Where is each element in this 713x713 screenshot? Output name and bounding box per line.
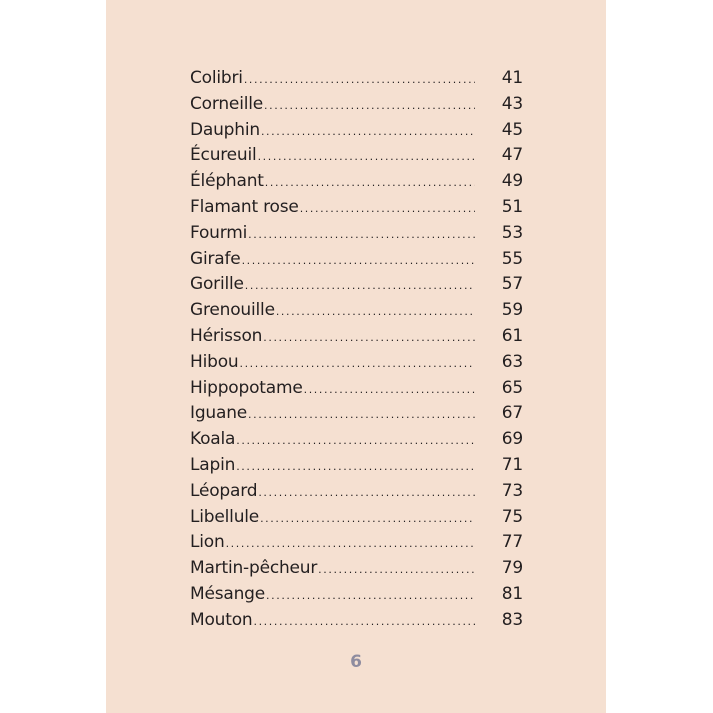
dot-leader: [304, 383, 475, 396]
toc-entry-page-number: 73: [501, 480, 523, 501]
dot-leader: [239, 357, 475, 370]
toc-entry-page-number: 79: [501, 558, 523, 579]
toc-entry-page-number: 53: [501, 222, 523, 243]
dot-leader: [266, 589, 475, 602]
toc-entry: [190, 455, 523, 481]
toc-entry-title: Girafe: [190, 248, 241, 269]
dot-leader: [248, 408, 475, 421]
toc-entry-page-number: 49: [501, 171, 523, 192]
toc-entry: [190, 326, 523, 352]
toc-entry-page-number: 69: [501, 429, 523, 450]
toc-entry-title: Écureuil: [190, 145, 257, 166]
toc-entry: [190, 532, 523, 558]
toc-entry-page-number: 75: [501, 506, 523, 527]
dot-leader: [258, 486, 475, 499]
toc-entry-page-number: 45: [501, 119, 523, 140]
toc-entry-title: Corneille: [190, 93, 264, 114]
toc-entry: [190, 403, 523, 429]
toc-entry: [190, 584, 523, 610]
toc-entry: [190, 249, 523, 275]
toc-entry-page-number: 57: [501, 274, 523, 295]
toc-entry-title: Mésange: [190, 583, 266, 604]
toc-entry: [190, 94, 523, 120]
dot-leader: [258, 150, 475, 163]
table-of-contents: [190, 68, 523, 636]
toc-entry: [190, 145, 523, 171]
toc-entry-page-number: 63: [501, 351, 523, 372]
toc-entry-title: Iguane: [190, 403, 248, 424]
toc-entry-page-number: 65: [501, 377, 523, 398]
toc-entry-title: Libellule: [190, 506, 260, 527]
toc-entry-page-number: 77: [501, 532, 523, 553]
toc-entry: [190, 171, 523, 197]
toc-entry-title: Dauphin: [190, 119, 260, 140]
dot-leader: [265, 176, 475, 189]
toc-entry-page-number: 43: [501, 93, 523, 114]
toc-entry: [190, 558, 523, 584]
toc-entry-title: Mouton: [190, 609, 253, 630]
toc-entry-title: Léopard: [190, 480, 258, 501]
dot-leader: [318, 563, 475, 576]
toc-entry: [190, 352, 523, 378]
dot-leader: [264, 99, 475, 112]
toc-entry-title: Grenouille: [190, 300, 275, 321]
toc-entry-page-number: 81: [501, 583, 523, 604]
toc-entry-title: Hibou: [190, 351, 239, 372]
dot-leader: [260, 512, 475, 525]
toc-entry-page-number: 47: [501, 145, 523, 166]
toc-entry-page-number: 83: [501, 609, 523, 630]
toc-entry: [190, 610, 523, 636]
toc-entry: [190, 274, 523, 300]
toc-entry-page-number: 59: [501, 300, 523, 321]
book-page: [106, 0, 606, 713]
dot-leader: [248, 228, 475, 241]
dot-leader: [226, 537, 475, 550]
toc-entry: [190, 120, 523, 146]
toc-entry-title: Hippopotame: [190, 377, 303, 398]
toc-entry-page-number: 61: [501, 325, 523, 346]
dot-leader: [263, 331, 475, 344]
toc-entry-title: Fourmi: [190, 222, 248, 243]
toc-entry-page-number: 55: [501, 248, 523, 269]
toc-entry-title: Hérisson: [190, 325, 263, 346]
toc-entry: [190, 481, 523, 507]
page-number: 6: [350, 652, 362, 672]
toc-entry-page-number: 41: [501, 68, 523, 88]
toc-entry-page-number: 71: [501, 454, 523, 475]
dot-leader: [276, 305, 475, 318]
toc-entry-title: Éléphant: [190, 171, 264, 192]
toc-entry-title: Colibri: [190, 68, 243, 88]
toc-entry-title: Flamant rose: [190, 196, 299, 217]
toc-entry-title: Gorille: [190, 274, 244, 295]
dot-leader: [236, 434, 475, 447]
toc-entry-page-number: 67: [501, 403, 523, 424]
toc-entry: [190, 68, 523, 94]
dot-leader: [261, 125, 475, 138]
dot-leader: [253, 615, 475, 628]
dot-leader: [244, 73, 475, 86]
toc-entry: [190, 223, 523, 249]
toc-entry: [190, 197, 523, 223]
toc-entry-title: Lapin: [190, 454, 236, 475]
toc-entry: [190, 300, 523, 326]
toc-entry-page-number: 51: [501, 196, 523, 217]
toc-entry: [190, 429, 523, 455]
toc-entry: [190, 378, 523, 404]
dot-leader: [245, 279, 475, 292]
toc-entry-title: Koala: [190, 429, 236, 450]
dot-leader: [242, 254, 475, 267]
toc-entry: [190, 507, 523, 533]
dot-leader: [300, 202, 475, 215]
toc-entry-title: Lion: [190, 532, 225, 553]
dot-leader: [236, 460, 475, 473]
toc-entry-title: Martin-pêcheur: [190, 558, 318, 579]
